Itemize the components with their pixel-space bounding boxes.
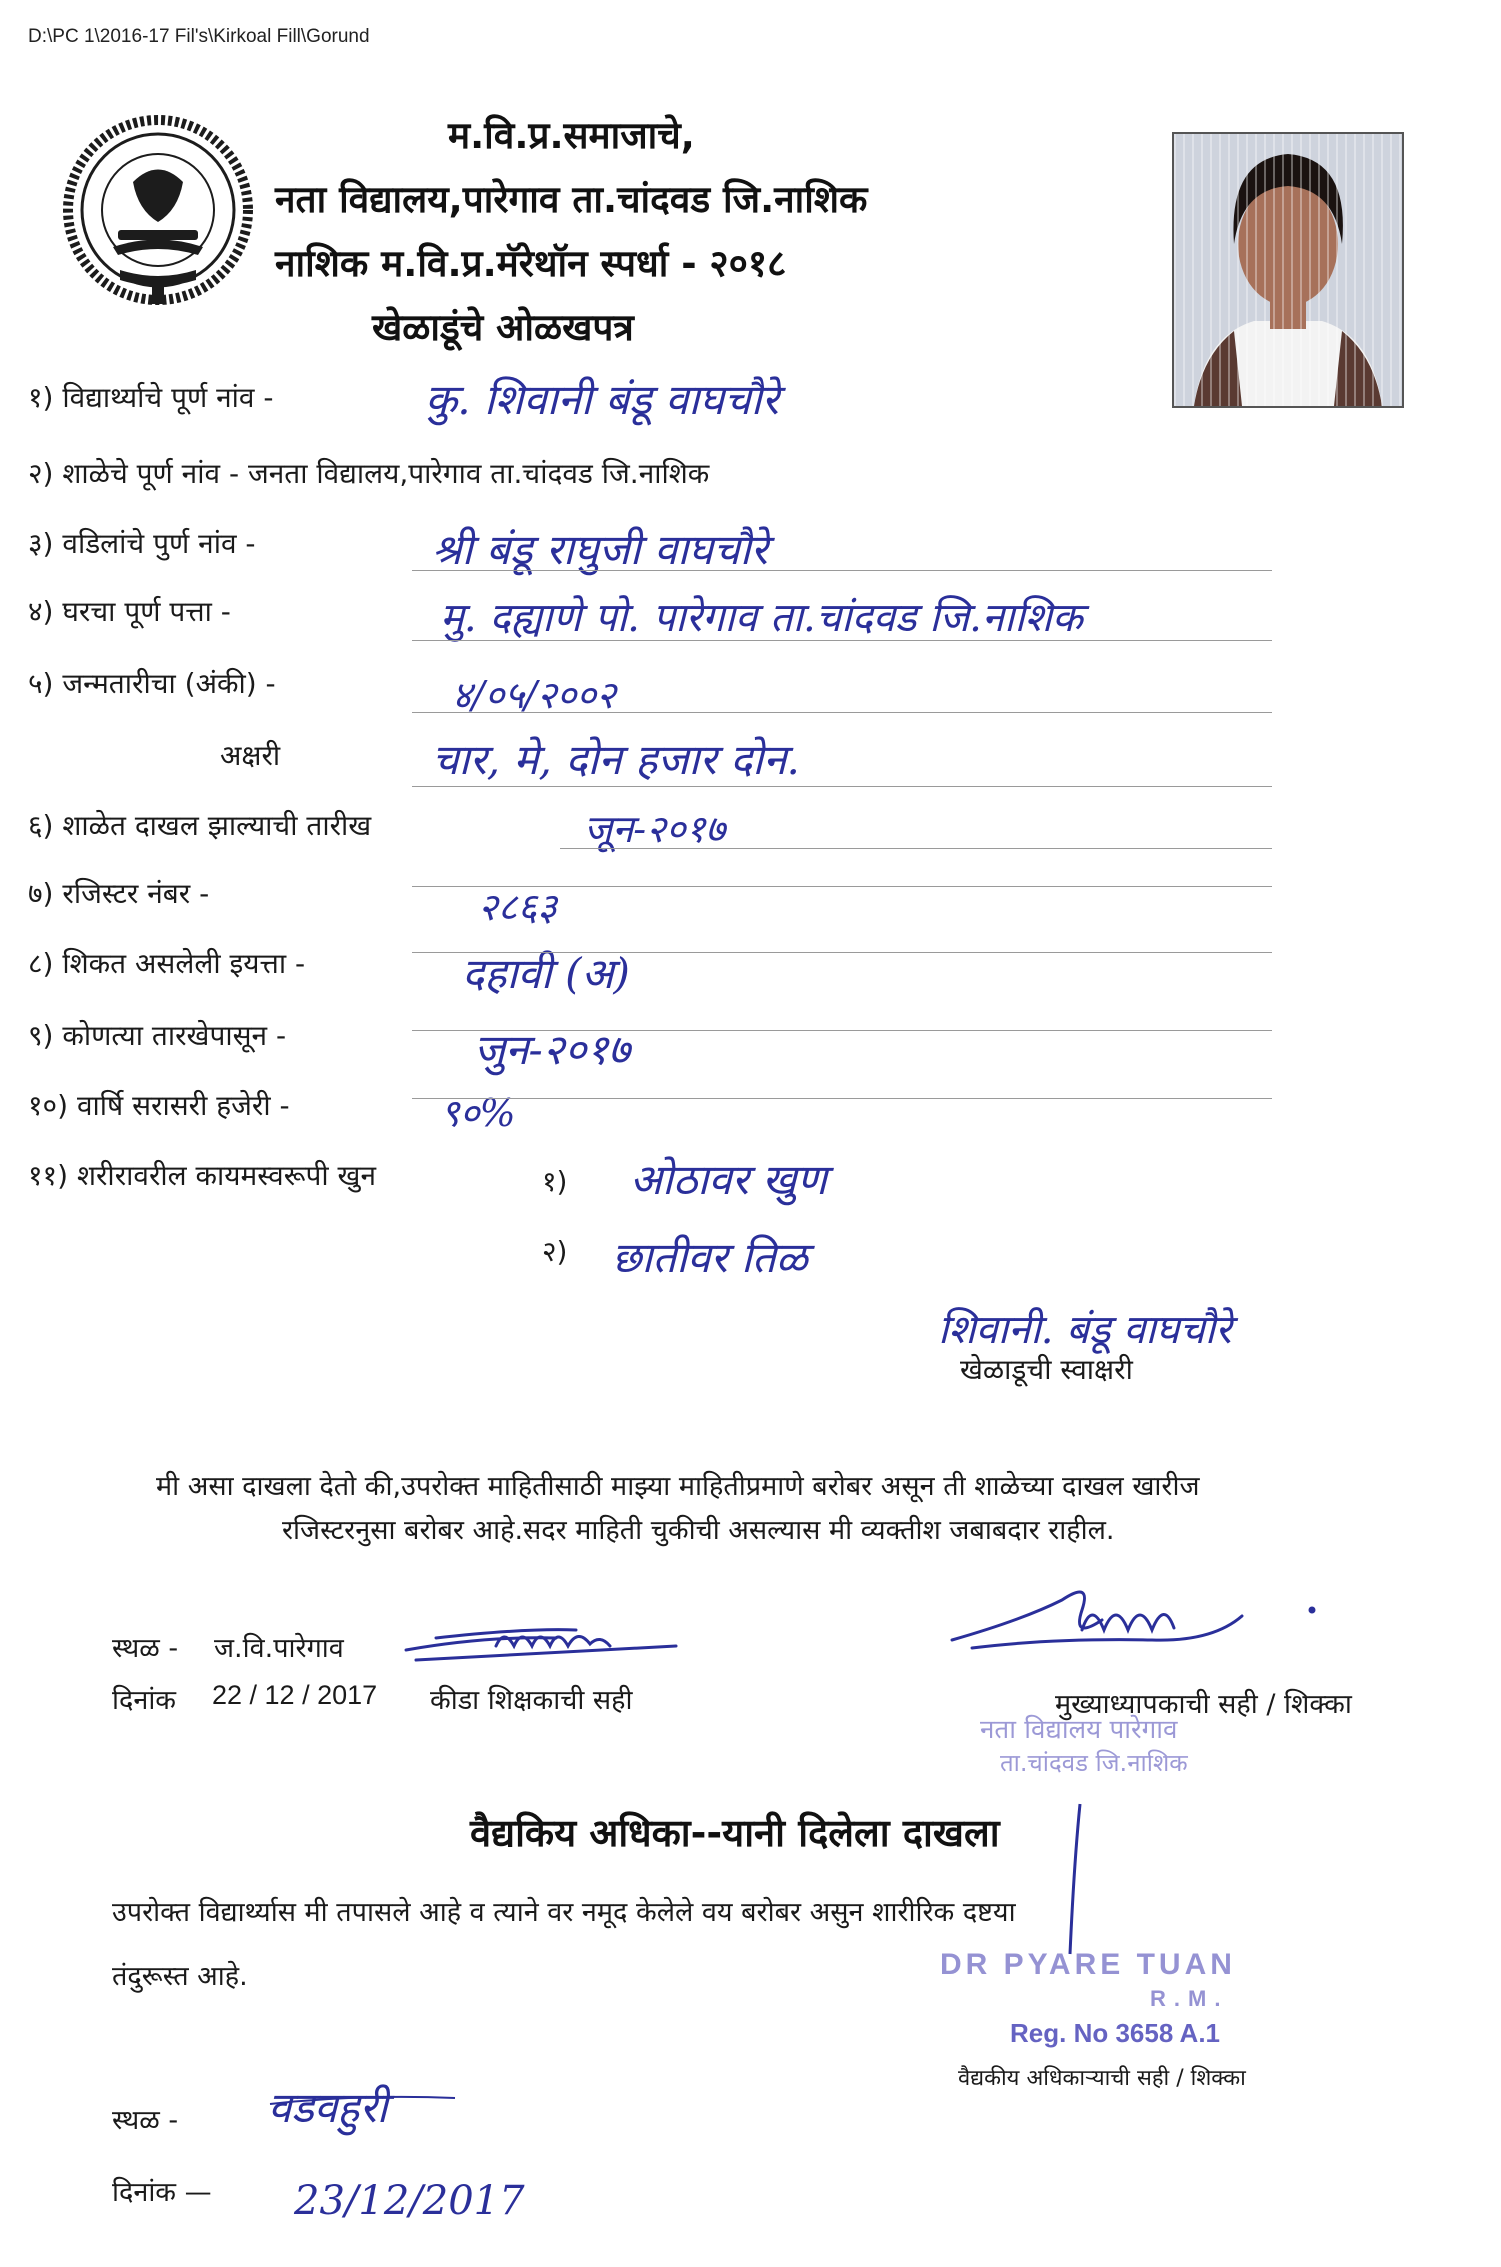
- rule-father-name: [412, 570, 1272, 571]
- school-stamp: [980, 1650, 1270, 1777]
- header-card-title: खेळाडूंचे ओळखपत्र: [372, 306, 634, 349]
- sports-teacher-sign-caption: कीडा शिक्षकाची सही: [430, 1685, 633, 1716]
- medical-certificate-line-2: तंदुरूस्त आहे.: [112, 1961, 248, 1992]
- medical-officer-sign-caption: वैद्यकीय अधिकाऱ्याची सही / शिक्का: [958, 2066, 1246, 2091]
- field-address-value: मु. दह्याणे पो. पारेगाव ता.चांदवड जि.नाशिक: [440, 595, 1083, 641]
- field-class-value: दहावी (अ): [462, 949, 630, 998]
- field-marks-value-1: ओठावर खुण: [630, 1155, 827, 1204]
- header-event: नाशिक म.वि.प्र.मॅरेथॉन स्पर्धा - २०१८: [275, 242, 787, 285]
- field-student-name-label: १) विद्यार्थ्याचे पूर्ण नांव -: [28, 381, 274, 414]
- header-society: म.वि.प्र.समाजाचे,: [448, 114, 695, 157]
- field-register-no-value: २८६३: [478, 885, 558, 929]
- school-place-value: ज.वि.पारेगाव: [214, 1633, 344, 1664]
- school-date-label: दिनांक: [112, 1685, 177, 1716]
- headmaster-sign-caption: मुख्याध्यापकाची सही / शिक्का: [1055, 1689, 1352, 1720]
- field-dob-words-value: चार, मे, दोन हजार दोन.: [432, 735, 800, 784]
- school-stamp-line-1: नता विद्यालय पारेगाव: [980, 1715, 1178, 1745]
- school-logo: [58, 112, 258, 312]
- doctor-stamp: [940, 1948, 1280, 2118]
- medical-signature-mark: [1040, 1800, 1100, 1960]
- doctor-stamp-line-3: Reg. No 3658 A.1: [1010, 2018, 1221, 2048]
- school-place-label: स्थळ -: [112, 1633, 179, 1664]
- medical-place-underline: [260, 2090, 460, 2110]
- field-school-name: २) शाळेचे पूर्ण नांव - जनता विद्यालय,पारेगाव ता.चांदवड जि.नाशिक: [28, 457, 710, 490]
- player-signature: शिवानी. बंडू वाघचौरे: [938, 1307, 1232, 1353]
- field-attendance-label: १०) वार्षि सरासरी हजेरी -: [28, 1089, 290, 1122]
- field-admission-date-label: ६) शाळेत दाखल झाल्याची तारीख: [28, 809, 372, 842]
- doctor-stamp-line-2: R.M.: [1150, 1986, 1229, 2011]
- declaration-line-1: मी असा दाखला देतो की,उपरोक्त माहितीसाठी माझ्या माहितीप्रमाणे बरोबर असून ती शाळेच्या दाखल खारीज: [156, 1471, 1200, 1502]
- field-father-name-value: श्री बंडू राघुजी वाघचौरे: [432, 525, 768, 574]
- medical-date-value: 23/12/2017: [294, 2178, 525, 2224]
- school-date-value: 22 / 12 / 2017: [212, 1680, 378, 1710]
- field-father-name-label: ३) वडिलांचे पुर्ण नांव -: [28, 527, 256, 560]
- rule-class: [412, 952, 1272, 953]
- rule-attendance: [412, 1098, 1272, 1099]
- field-address-label: ४) घरचा पूर्ण पत्ता -: [28, 595, 231, 628]
- field-student-name-value: कु. शिवानी बंडू वाघचौरे: [425, 375, 779, 424]
- sports-teacher-signature-mark: [396, 1610, 696, 1670]
- player-signature-caption: खेळाडूची स्वाक्षरी: [960, 1353, 1133, 1386]
- field-dob-value: ४/०५/२००२: [452, 673, 616, 717]
- rule-since-date: [412, 1030, 1272, 1031]
- field-admission-date-value: जून-२०१७: [584, 807, 726, 851]
- field-since-date-label: ९) कोणत्या तारखेपासून -: [28, 1019, 287, 1052]
- school-stamp-line-2: ता.चांदवड जि.नाशिक: [1000, 1749, 1188, 1777]
- field-marks-label: ११) शरीरावरील कायमस्वरूपी खुन: [28, 1159, 377, 1192]
- rule-register-no: [412, 886, 1272, 887]
- rule-dob: [412, 712, 1272, 713]
- field-attendance-value: ९०%: [440, 1091, 516, 1135]
- medical-place-value: वडवहुरी: [268, 2083, 388, 2132]
- doctor-stamp-line-1: DR PYARE TUAN: [940, 1948, 1236, 1981]
- field-register-no-label: ७) रजिस्टर नंबर -: [28, 877, 210, 910]
- field-class-label: ८) शिकत असलेली इयत्ता -: [28, 947, 306, 980]
- field-since-date-value: जुन-२०१७: [474, 1025, 631, 1074]
- file-path: D:\PC 1\2016-17 Fil's\Kirkoal Fill\Gorund: [28, 26, 370, 47]
- rule-admission-date: [560, 848, 1272, 849]
- field-marks-num-1: १): [542, 1165, 568, 1198]
- rule-address: [412, 640, 1272, 641]
- medical-date-label: दिनांक —: [112, 2177, 212, 2208]
- student-photo: [1172, 132, 1404, 408]
- rule-dob-words: [412, 786, 1272, 787]
- field-dob-label: ५) जन्मतारीचा (अंकी) -: [28, 667, 276, 700]
- medical-title: वैद्यकिय अधिका--यानी दिलेला दाखला: [470, 1811, 1000, 1855]
- header-school: नता विद्यालय,पारेगाव ता.चांदवड जि.नाशिक: [275, 178, 868, 221]
- field-marks-num-2: २): [542, 1235, 568, 1268]
- medical-certificate-line-1: उपरोक्त विद्यार्थ्यास मी तपासले आहे व त्याने वर नमूद केलेले वय बरोबर असुन शारीरिक दष्टया: [112, 1897, 1016, 1928]
- declaration-line-2: रजिस्टरनुसा बरोबर आहे.सदर माहिती चुकीची असल्यास मी व्यक्तीश जबाबदार राहील.: [282, 1515, 1115, 1546]
- medical-place-label: स्थळ -: [112, 2105, 179, 2136]
- field-marks-value-2: छातीवर तिळ: [612, 1233, 808, 1282]
- field-dob-words-label: अक्षरी: [220, 739, 281, 772]
